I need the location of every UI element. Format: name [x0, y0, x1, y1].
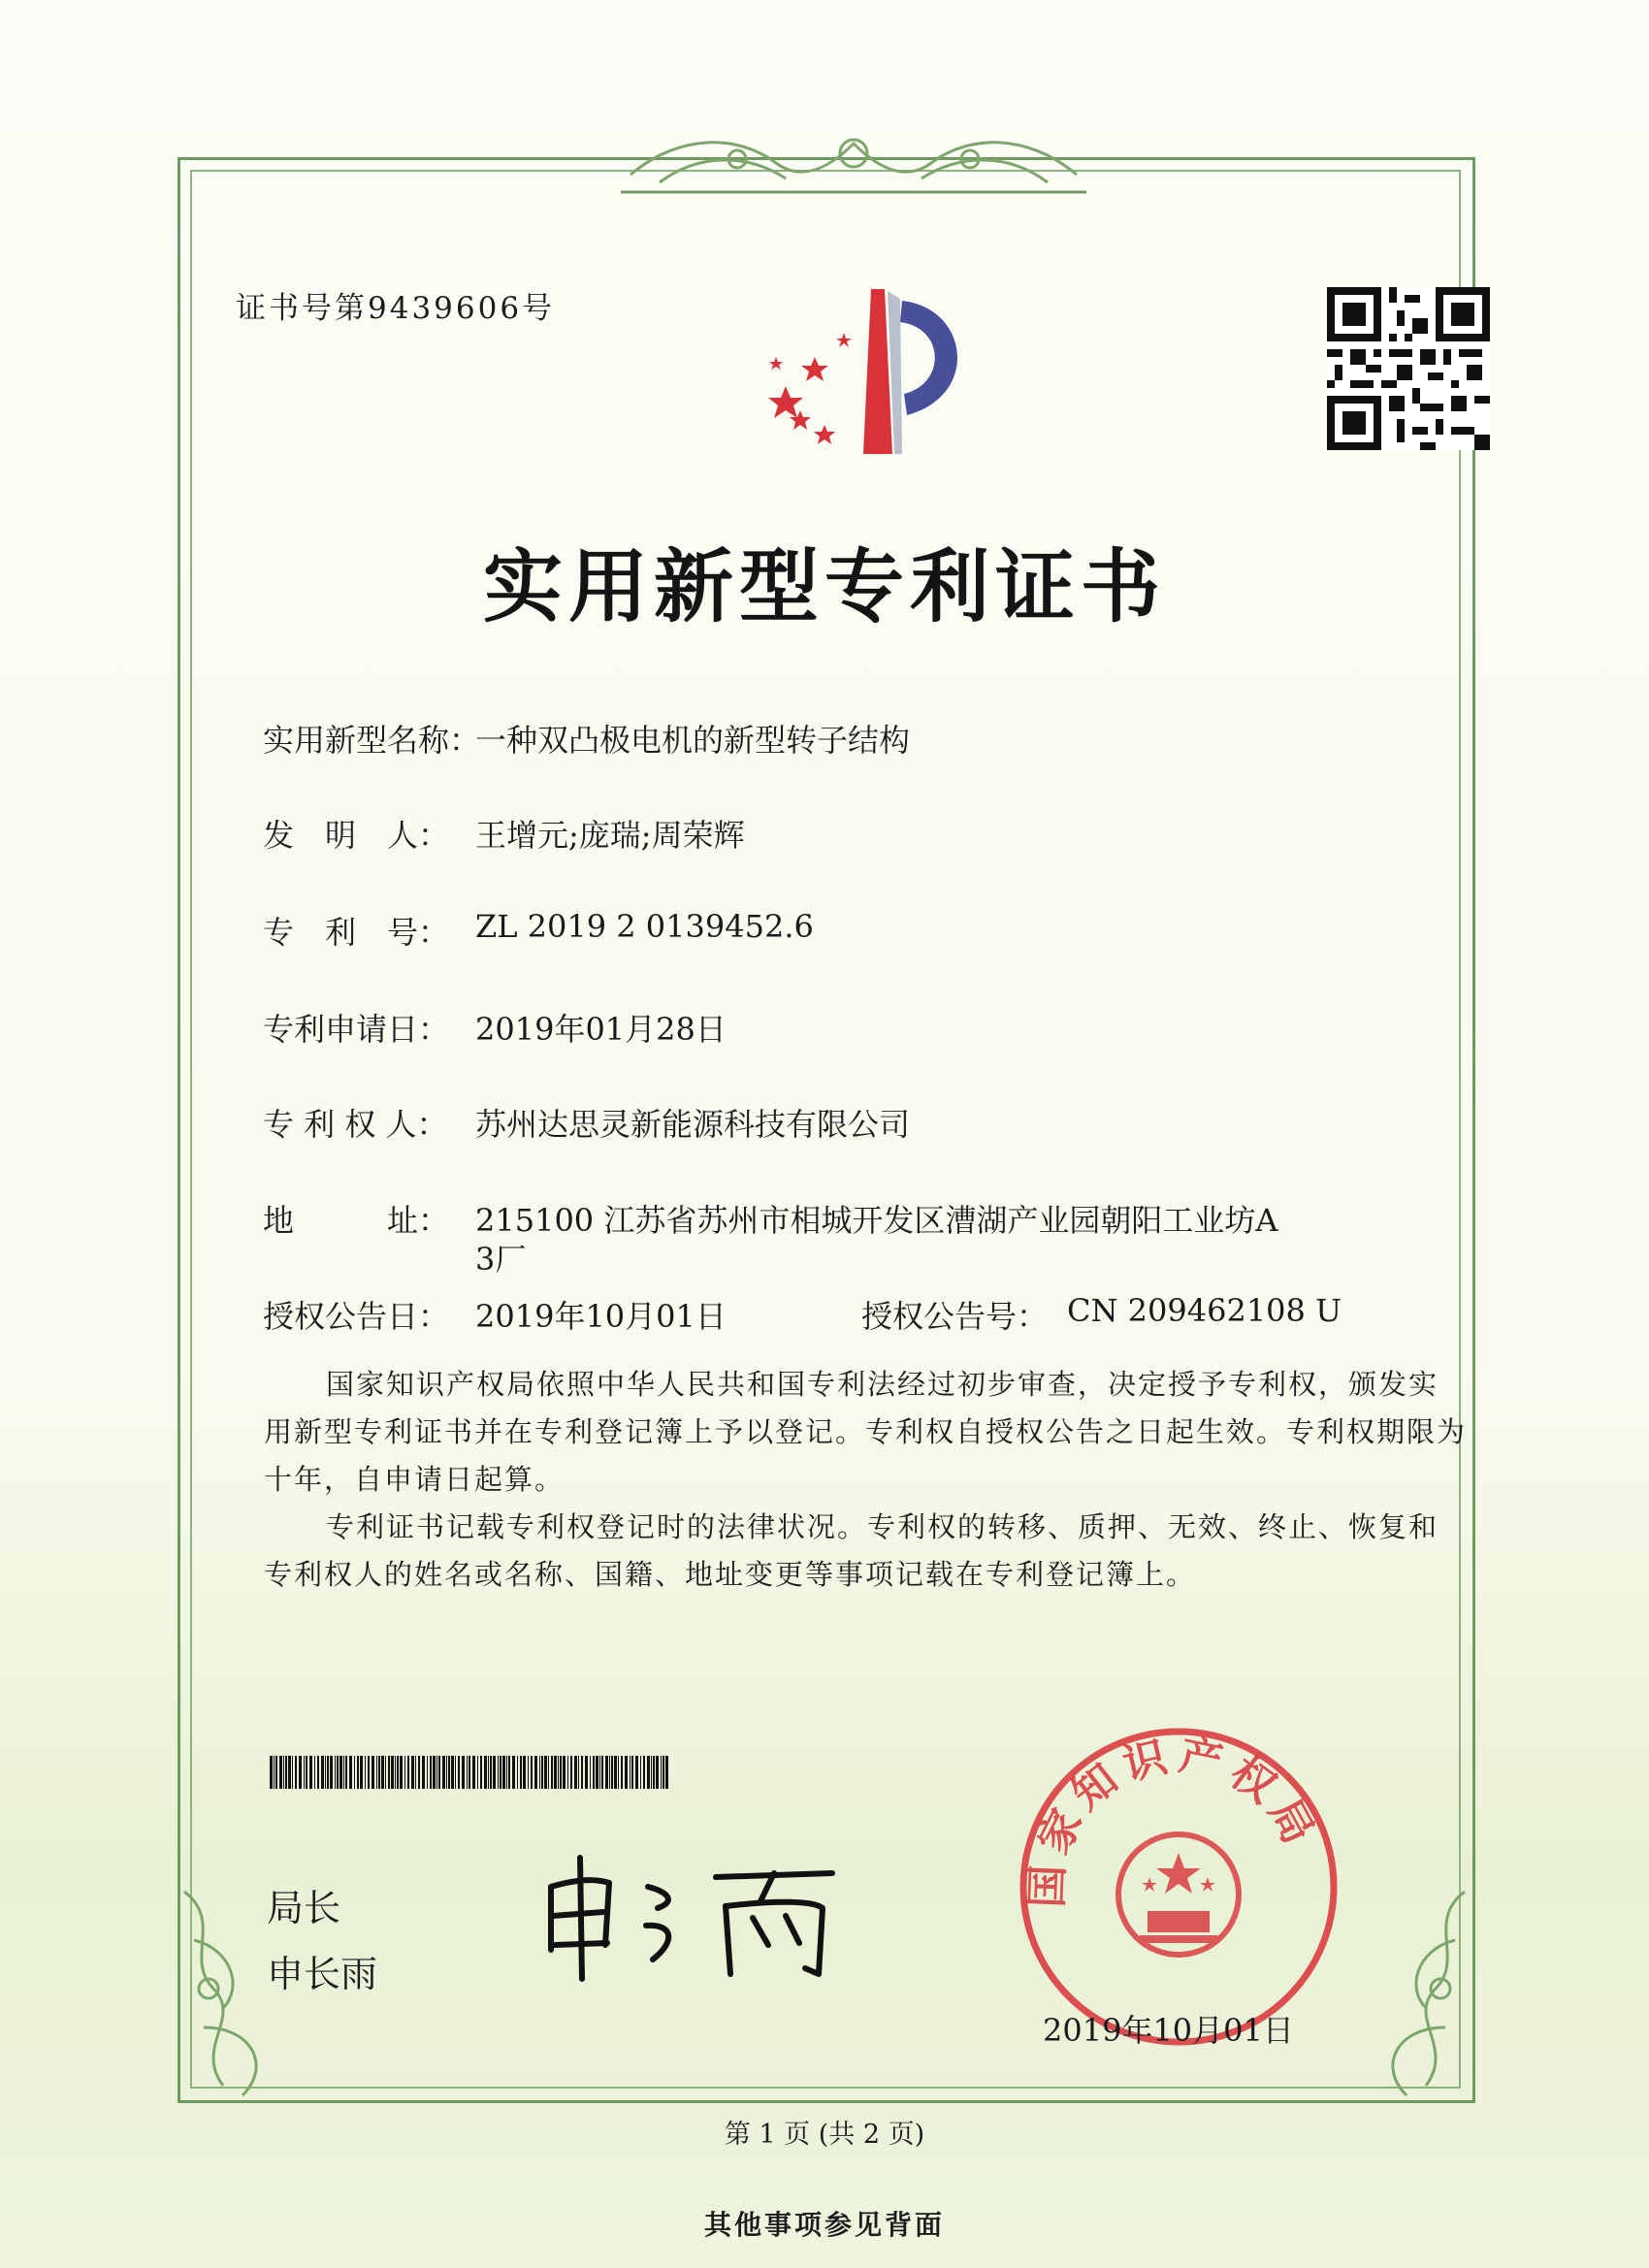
barcode-bar — [534, 1756, 537, 1789]
barcode-bar — [467, 1756, 468, 1789]
barcode-bar — [388, 1756, 390, 1789]
field-label-name: 实用新型名称： — [263, 722, 481, 759]
certificate-number: 证书号第9439606号 — [236, 291, 556, 326]
barcode-bar — [275, 1756, 277, 1789]
barcode-bar — [418, 1756, 420, 1789]
barcode-bar — [567, 1756, 568, 1789]
official-seal — [1014, 1722, 1343, 2052]
handwritten-signature — [532, 1848, 861, 1984]
barcode-bar — [321, 1756, 324, 1789]
barcode-bar — [446, 1756, 447, 1789]
field-value-inventors: 王增元;庞瑞;周荣辉 — [475, 817, 745, 854]
barcode-bar — [309, 1756, 312, 1789]
barcode-bar — [596, 1756, 598, 1789]
barcode-bar — [427, 1756, 428, 1789]
barcode-bar — [574, 1756, 577, 1789]
barcode-bar — [570, 1756, 572, 1789]
barcode-bar — [593, 1756, 595, 1789]
barcode-bar — [635, 1756, 638, 1789]
certificate-title: 实用新型专利证书 — [482, 540, 1166, 633]
barcode-bar — [640, 1756, 641, 1789]
body-paragraph-2: 专利证书记载专利权登记时的法律状况。专利权的转移、质押、无效、终止、恢复和专利权人的姓名或名称、国籍、地址变更等事项记载在专利登记簿上。 — [264, 1510, 1439, 1591]
field-value-grant-date: 2019年10月01日 — [475, 1298, 727, 1335]
barcode-bar — [599, 1756, 600, 1789]
barcode-bar — [422, 1756, 425, 1789]
barcode-bar — [631, 1756, 633, 1789]
barcode-bar — [436, 1756, 437, 1789]
barcode-bar — [391, 1756, 394, 1789]
seal-date: 2019年10月01日 — [1043, 2012, 1294, 2049]
barcode-bar — [528, 1756, 529, 1789]
cnipa-logo — [747, 279, 989, 454]
barcode-bar — [395, 1756, 396, 1789]
barcode-bar — [508, 1756, 510, 1789]
barcode-bar — [279, 1756, 282, 1789]
barcode-bar — [295, 1756, 297, 1789]
barcode-bar — [285, 1756, 287, 1789]
barcode-bar — [448, 1756, 450, 1789]
page-info: 第 1 页 (共 2 页) — [724, 2120, 925, 2150]
barcode-bar — [500, 1756, 501, 1789]
barcode-bar — [506, 1756, 507, 1789]
barcode-bar — [357, 1756, 359, 1789]
barcode-bar — [551, 1756, 553, 1789]
barcode-bar — [517, 1756, 518, 1789]
barcode-bar — [493, 1756, 496, 1789]
qr-code — [1327, 287, 1490, 450]
barcode-bar — [430, 1756, 432, 1789]
barcode-bar — [609, 1756, 610, 1789]
barcode-bar — [304, 1756, 305, 1789]
barcode-bar — [283, 1756, 284, 1789]
barcode-bar — [415, 1756, 416, 1789]
barcode-bar — [498, 1756, 499, 1789]
barcode-bar — [618, 1756, 619, 1789]
barcode-bar — [614, 1756, 617, 1789]
barcode-bar — [502, 1756, 505, 1789]
barcode-bar — [407, 1756, 409, 1789]
barcode-bar — [368, 1756, 370, 1789]
seal-text: 国家知识产权局 — [1022, 1730, 1327, 1909]
footer-note: 其他事项参见背面 — [703, 2209, 945, 2241]
barcode-bar — [397, 1756, 399, 1789]
field-label-patent-number: 专 利 号： — [263, 914, 450, 951]
field-value-name: 一种双凸极电机的新型转子结构 — [475, 722, 911, 759]
signatory-name: 申长雨 — [267, 1953, 378, 1995]
barcode-bar — [651, 1756, 652, 1789]
bottom-right-ornament — [1339, 1882, 1484, 2105]
barcode — [270, 1756, 670, 1789]
field-label-announcement-number: 授权公告号： — [861, 1298, 1049, 1335]
barcode-bar — [653, 1756, 655, 1789]
barcode-bar — [625, 1756, 628, 1789]
field-value-patentee: 苏州达思灵新能源科技有限公司 — [475, 1106, 911, 1143]
barcode-bar — [360, 1756, 363, 1789]
barcode-bar — [335, 1756, 336, 1789]
barcode-bar — [585, 1756, 588, 1789]
barcode-bar — [601, 1756, 603, 1789]
barcode-bar — [611, 1756, 613, 1789]
barcode-bar — [656, 1756, 659, 1789]
barcode-bar — [581, 1756, 583, 1789]
signatory-title: 局长 — [267, 1887, 341, 1929]
barcode-bar — [643, 1756, 645, 1789]
field-value-application-date: 2019年01月28日 — [475, 1011, 727, 1048]
barcode-bar — [385, 1756, 386, 1789]
field-value-address: 215100 江苏省苏州市相城开发区漕湖产业园朝阳工业坊A — [475, 1202, 1278, 1239]
barcode-bar — [299, 1756, 302, 1789]
field-value-address-line2: 3厂 — [475, 1241, 527, 1278]
barcode-bar — [288, 1756, 291, 1789]
barcode-bar — [372, 1756, 374, 1789]
barcode-bar — [541, 1756, 543, 1789]
barcode-bar — [343, 1756, 344, 1789]
barcode-bar — [330, 1756, 333, 1789]
barcode-bar — [442, 1756, 445, 1789]
barcode-bar — [558, 1756, 559, 1789]
barcode-bar — [480, 1756, 482, 1789]
barcode-bar — [488, 1756, 489, 1789]
barcode-bar — [274, 1756, 275, 1789]
barcode-bar — [327, 1756, 329, 1789]
barcode-bar — [345, 1756, 347, 1789]
barcode-bar — [490, 1756, 492, 1789]
field-label-grant-date: 授权公告日： — [263, 1298, 450, 1335]
field-label-patentee: 专 利 权 人： — [263, 1106, 448, 1143]
barcode-bar — [411, 1756, 414, 1789]
barcode-bar — [451, 1756, 454, 1789]
barcode-bar — [340, 1756, 342, 1789]
barcode-bar — [663, 1756, 664, 1789]
field-label-application-date: 专利申请日： — [263, 1011, 450, 1048]
barcode-bar — [365, 1756, 366, 1789]
barcode-bar — [306, 1756, 307, 1789]
barcode-bar — [469, 1756, 470, 1789]
barcode-bar — [563, 1756, 566, 1789]
barcode-bar — [539, 1756, 540, 1789]
barcode-bar — [270, 1756, 273, 1789]
barcode-bar — [605, 1756, 608, 1789]
barcode-bar — [317, 1756, 319, 1789]
barcode-bar — [325, 1756, 326, 1789]
barcode-bar — [477, 1756, 478, 1789]
field-value-announcement-number: CN 209462108 U — [1067, 1292, 1342, 1329]
barcode-bar — [462, 1756, 465, 1789]
body-paragraph-1: 国家知识产权局依照中华人民共和国专利法经过初步审查，决定授予专利权，颁发实用新型专利证书并在专利登记簿上予以登记。专利权自授权公告之日起生效。专利权期限为十年，自申请日起算。 — [264, 1368, 1468, 1496]
barcode-bar — [548, 1756, 549, 1789]
barcode-bar — [484, 1756, 487, 1789]
barcode-bar — [381, 1756, 384, 1789]
barcode-bar — [544, 1756, 547, 1789]
barcode-bar — [455, 1756, 456, 1789]
barcode-bar — [560, 1756, 562, 1789]
barcode-bar — [349, 1756, 352, 1789]
field-label-address: 地 址： — [263, 1202, 450, 1239]
barcode-bar — [554, 1756, 557, 1789]
barcode-bar — [337, 1756, 339, 1789]
barcode-bar — [661, 1756, 662, 1789]
barcode-bar — [378, 1756, 380, 1789]
barcode-bar — [523, 1756, 526, 1789]
barcode-bar — [354, 1756, 355, 1789]
barcode-bar — [400, 1756, 403, 1789]
barcode-bar — [520, 1756, 522, 1789]
barcode-bar — [472, 1756, 475, 1789]
barcode-bar — [590, 1756, 591, 1789]
barcode-bar — [404, 1756, 405, 1789]
barcode-bar — [512, 1756, 515, 1789]
field-value-patent-number: ZL 2019 2 0139452.6 — [475, 908, 814, 945]
barcode-bar — [314, 1756, 315, 1789]
barcode-bar — [376, 1756, 377, 1789]
barcode-bar — [578, 1756, 579, 1789]
barcode-bar — [458, 1756, 460, 1789]
barcode-bar — [647, 1756, 650, 1789]
barcode-bar — [621, 1756, 623, 1789]
barcode-bar — [438, 1756, 440, 1789]
barcode-bar — [665, 1756, 668, 1789]
field-label-inventors: 发 明 人： — [263, 817, 450, 854]
barcode-bar — [292, 1756, 293, 1789]
top-ornament — [621, 124, 1086, 198]
barcode-bar — [531, 1756, 533, 1789]
barcode-bar — [433, 1756, 436, 1789]
